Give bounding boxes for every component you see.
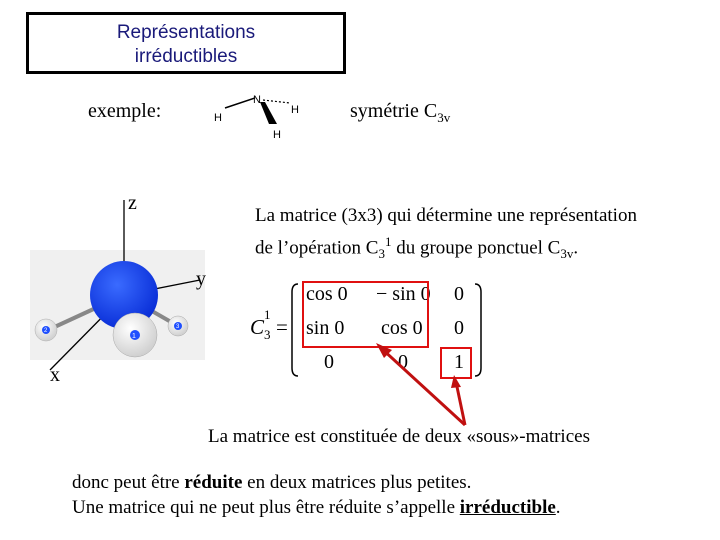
- submatrix-statement: La matrice est constituée de deux «sous»-matrices: [208, 426, 590, 447]
- atom-label-3: 3: [176, 324, 180, 330]
- axis-label-y: y: [196, 268, 206, 290]
- submatrix-1x1-highlight: [441, 348, 471, 378]
- title-line1: Représentations: [116, 22, 256, 43]
- matrix-lhs: C 1 3 =: [250, 307, 288, 342]
- arrowhead-to-1x1-submatrix: [451, 375, 461, 388]
- matrix-cell-3-1: 0: [324, 351, 334, 373]
- axis-label-z: z: [128, 192, 137, 214]
- matrix-cell-1-1: cos 0: [306, 283, 348, 305]
- description-line1: La matrice (3x3) qui détermine une représentation: [255, 205, 637, 226]
- submatrix-2x2-highlight: [303, 282, 428, 347]
- conclusion-text: [72, 470, 561, 520]
- conclusion-line2: Une matrice qui ne peut plus être réduite s’appelle irréductible.: [72, 497, 561, 518]
- example-label: exemple:: [88, 100, 162, 122]
- atom-h-bottom: H: [273, 129, 281, 141]
- matrix-cell-2-3: 0: [454, 317, 464, 339]
- matrix-cell-2-2: cos 0: [381, 317, 423, 339]
- matrix-cell-3-2: 0: [398, 351, 408, 373]
- symmetry-subscript: 3v: [437, 110, 451, 125]
- matrix-cell-1-2: − sin 0: [376, 283, 431, 305]
- conclusion-line1: donc peut être réduite en deux matrices plus petites.: [72, 472, 472, 493]
- description-line2: de l’opération $C_3^1$ du groupe ponctuel $C_{3v}$.: [255, 234, 579, 262]
- matrix-cell-3-3: 1: [454, 351, 464, 373]
- matrix-cell-1-3: 0: [454, 283, 464, 305]
- atom-label-1: 1: [132, 333, 136, 340]
- matrix-cell-2-1: sin 0: [306, 317, 345, 339]
- atom-n: N: [253, 94, 261, 106]
- atom-label-2: 2: [44, 328, 48, 334]
- atom-h-left: H: [214, 112, 222, 124]
- atom-h-right: H: [291, 104, 299, 116]
- title-line2: irréductibles: [134, 46, 238, 67]
- symmetry-prefix: symétrie C: [350, 100, 438, 122]
- axis-label-x: x: [50, 364, 60, 386]
